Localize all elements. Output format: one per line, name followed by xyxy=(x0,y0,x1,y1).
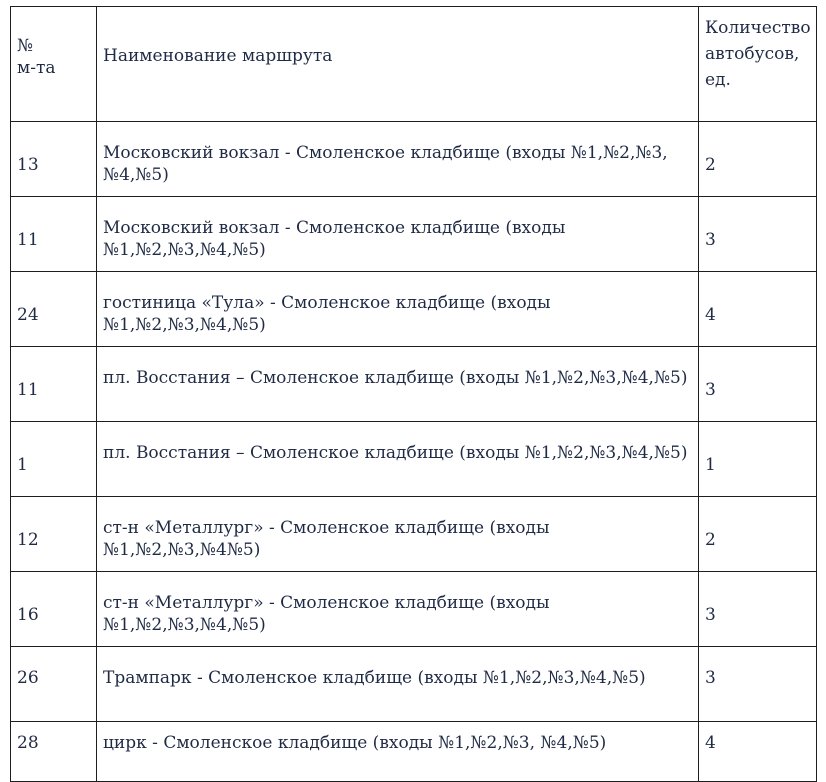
route-number: 11 xyxy=(11,197,97,272)
table-row xyxy=(11,272,817,347)
route-name: Московский вокзал - Смоленское кладбище (входы №1,№2,№3, №4,№5) xyxy=(97,122,699,197)
route-name: Трампарк - Смоленское кладбище (входы №1,№2,№3,№4,№5) xyxy=(97,647,699,722)
route-number: 12 xyxy=(11,497,97,572)
table-row xyxy=(11,647,817,722)
route-number: 11 xyxy=(11,347,97,422)
bus-count: 3 xyxy=(699,647,817,722)
route-name: Московский вокзал - Смоленское кладбище (входы №1,№2,№3,№4,№5) xyxy=(97,197,699,272)
bus-count: 2 xyxy=(699,122,817,197)
table-row xyxy=(11,572,817,647)
header-route-name: Наименование маршрута xyxy=(97,7,699,122)
bus-count: 2 xyxy=(699,497,817,572)
route-number: 28 xyxy=(11,722,97,782)
table-header-row xyxy=(11,7,817,122)
route-name: пл. Восстания – Смоленское кладбище (входы №1,№2,№3,№4,№5) xyxy=(97,422,699,497)
route-number: 16 xyxy=(11,572,97,647)
bus-count: 3 xyxy=(699,197,817,272)
route-name: пл. Восстания – Смоленское кладбище (входы №1,№2,№3,№4,№5) xyxy=(97,347,699,422)
table-row xyxy=(11,497,817,572)
route-number: 24 xyxy=(11,272,97,347)
route-name: ст-н «Металлург» - Смоленское кладбище (входы №1,№2,№3,№4№5) xyxy=(97,497,699,572)
header-route-number: № м-та xyxy=(11,7,97,122)
route-name: гостиница «Тула» - Смоленское кладбище (входы №1,№2,№3,№4,№5) xyxy=(97,272,699,347)
route-name: цирк - Смоленское кладбище (входы №1,№2,№3, №4,№5) xyxy=(97,722,699,782)
table-row xyxy=(11,422,817,497)
route-number: 26 xyxy=(11,647,97,722)
bus-count: 4 xyxy=(699,272,817,347)
route-name: ст-н «Металлург» - Смоленское кладбище (входы №1,№2,№3,№4,№5) xyxy=(97,572,699,647)
bus-count: 4 xyxy=(699,722,817,782)
table-row xyxy=(11,722,817,782)
header-bus-count: Количество автобусов, ед. xyxy=(699,7,817,122)
route-number: 13 xyxy=(11,122,97,197)
route-number: 1 xyxy=(11,422,97,497)
table-row xyxy=(11,347,817,422)
bus-count: 1 xyxy=(699,422,817,497)
table-row xyxy=(11,122,817,197)
routes-table xyxy=(10,6,817,782)
bus-count: 3 xyxy=(699,347,817,422)
table-row xyxy=(11,197,817,272)
bus-count: 3 xyxy=(699,572,817,647)
